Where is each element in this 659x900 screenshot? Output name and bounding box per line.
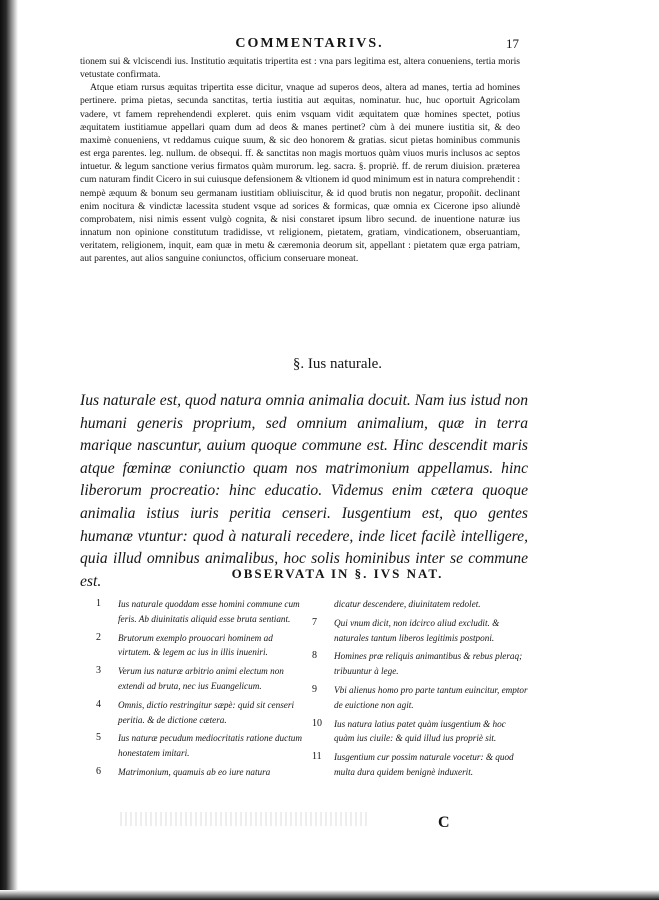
observation-item [96,664,308,694]
observation-number: 8 [312,650,317,662]
observation-continuation: dicatur descendere, diuinitatem redolet. [334,599,481,609]
observation-item [312,616,528,646]
observation-number: 11 [312,751,322,763]
observation-item [312,649,528,679]
observation-number: 1 [96,598,101,609]
observation-number: 9 [312,683,317,695]
observation-number: 6 [96,765,101,777]
observation-number: 4 [96,698,101,710]
observation-text: Vbi alienus homo pro parte tantum euincitur, emptor de euictione non agit. [334,684,528,710]
observation-number: 7 [312,616,317,628]
scan-edge-left [0,0,18,900]
body-paragraph: Atque etiam rursus æquitas tripertita esse dicitur, vnaque ad superos deos, altera ad manes, tertia ad homines pertinere. prima pietas, secunda sanctitas, tertia iustitia aut æquitas, nominatur. huc, huc oportuit Agricolam vadere, vt famem reprehendendi expleret. quis enim vsquam vidit æquitatem quæ homines spectet, potius æquitatem iustitiamue appellari quam dum ad deos & manes pertinet? cùm à dei munere iustitia sit, & deo maximè conueniens, vt reddamus cuique suum, & sic deo honorem & gratias. sicut pietas hominibus communis est erga parentes. leg. nullum. de obsequi. ff. & sanctitas non magis mortuos quàm viuos muris inclusos ac septos intuetur. & legum sanctione verius firmatos quàm murorum. leg. sacra. §. propriè. ff. de rerum diuision. præterea cum naturam findit Cicero in sui cuiusque defensionem & vltionem id quod minimum est in natura comprehendit : nempè æquum & bonum seu germanam iustitiam obliuiscitur, & id quod brutis non negatur, propoñit. declinant enim nocitura & vindictæ lacessita student vsque ad sorices & formicas, quæ omnia ex Cicerone ipso aliundè comprobatem, nisi nimis essent vulgò cognita, & nisi constaret ipsum libro secund. de inuentione naturæ ius innatum non opinione constitutum tradidisse, vt religionem, pietatem, gratiam, vindicationem, obseruantiam, veritatem, religionem, inquit, eam quæ in metu & cæremonia deorum sit, appellant : pietatem quæ erga patriam, aut parentes, aut alios sanguine coniunctos, officium conseruare moneat. [80,82,520,265]
scan-edge-bottom [0,890,659,900]
commentary-body [80,55,520,266]
observations-right-column [312,597,528,784]
observations-left-column [96,597,308,784]
observation-text: Ius natura latius patet quàm iusgentium & hoc quàm ius ciuile: & quid illud ius propriè sit. [334,718,506,744]
observation-number: 3 [96,665,101,677]
observation-item [96,731,308,761]
observation-text: Ius naturæ pecudum mediocritatis ratione ductum honestatem imitari. [118,733,302,759]
observation-item [96,698,308,728]
observation-item [312,717,528,747]
observation-text: Brutorum exemplo prouocari hominem ad virtutem. & legem ac ius in illis inueniri. [118,632,273,658]
observation-number: 10 [312,717,322,729]
observation-item [96,631,308,661]
observation-text: Qui vnum dicit, non idcirco aliud excludit. & naturales tantum liberos legitimis postponi. [334,617,500,643]
observation-text: Verum ius naturæ arbitrio animi electum non extendi ad bruta, nec ius Euangelicum. [118,666,284,691]
body-paragraph: tionem sui & vlciscendi ius. Institutio æquitatis tripertita est : vna pars legitima est, altera conueniens, tertia moris vetustate confirmata. [80,56,520,81]
observation-item [96,597,308,627]
observation-text: Matrimonium, quamuis ab eo iure natura [118,766,271,777]
observation-number: 5 [96,732,101,744]
observation-text: Ius naturale quoddam esse homini commune cum feris. Ab diuinitatis aliquid esse bruta sentiant. [118,599,300,624]
observation-item [312,683,528,713]
signature-mark: C [438,814,450,831]
observations-title: OBSERVATA IN §. IVS NAT. [231,566,444,581]
law-text: Ius naturale est, quod natura omnia animalia docuit. Nam ius istud non humani generis proprium, sed omnium animalium, quæ in terra marique nascuntur, auium quoque commune est. Hinc descendit maris atque fœminæ coniunctio quam nos matrimonium appellamus. hinc liberorum procreatio: hinc educatio. Videmus enim cætera quoque animalia istius iuris peritia censeri. Iusgentium est, quo gentes humanæ vtuntur: quod à naturali recedere, inde licet facilè intelligere, quia illud omnibus animalibus, hoc solis hominibus inter se commune est. [80,392,528,590]
observation-text: Omnis, dictio restringitur sæpè: quid sit censeri peritia. & de dictione cætera. [118,699,295,725]
observation-text: Homines præ reliquis animantibus & rebus pleraq; tribuuntur à lege. [334,651,523,677]
observation-text: Iusgentium cur possim naturale vocetur: & quod multa dura quidem benignè induxerit. [334,752,514,777]
section-title: §. Ius naturale. [292,356,383,372]
observation-item [96,765,308,780]
running-title: COMMENTARIVS. [235,36,384,51]
observation-number: 2 [96,631,101,643]
page-number: 17 [506,36,519,51]
ink-bleed-smudge [120,812,370,826]
observation-item [312,750,528,780]
